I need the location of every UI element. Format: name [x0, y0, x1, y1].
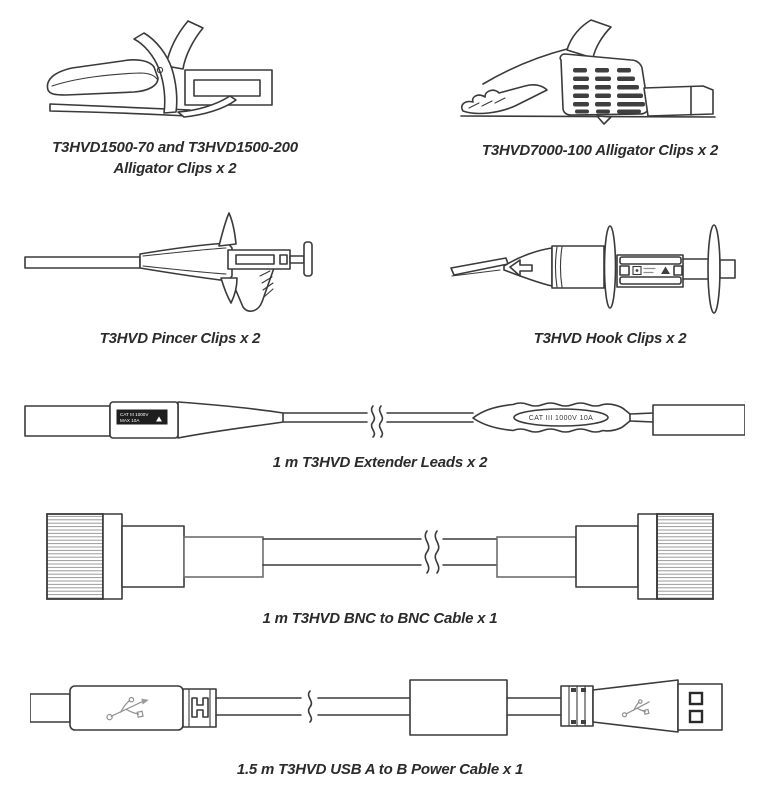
lead-left-plug: [25, 406, 110, 436]
cable-break-icon: [425, 531, 438, 573]
figure-hook-clip: [448, 224, 738, 320]
cable-break-icon: [372, 406, 383, 437]
bnc-left-knurled-nut: [47, 514, 103, 599]
figure-alligator-7000: [455, 18, 740, 126]
pincer-plunger-cap: [304, 242, 312, 276]
alligator-clip-1500-drawing: [40, 12, 280, 130]
lead-cable-left: [283, 413, 367, 422]
bnc-cable-right: [443, 539, 497, 565]
figure-bnc-cable: [45, 512, 715, 602]
hook-mid-left-cell: [620, 266, 629, 275]
bnc-left-collar: [103, 514, 122, 599]
caption-line: T3HVD1500-70 and T3HVD1500-200: [52, 139, 298, 156]
caption-line: Alligator Clips x 2: [113, 160, 237, 177]
clip-flat-tab-slot: [194, 80, 260, 96]
usb-a-pin-top: [690, 693, 702, 704]
caption-hook-clips: [455, 328, 760, 349]
hook-flange-rear: [708, 225, 720, 313]
hook-mid-top-bar: [620, 257, 681, 264]
pincer-top-fin: [219, 213, 236, 246]
bnc-cable-left: [263, 539, 421, 565]
lead-right-plug: [653, 405, 745, 435]
bnc-left-strain-relief: [184, 537, 263, 577]
usb-cable-right: [507, 698, 561, 715]
caption-alligator-7000: [445, 140, 755, 161]
hook-flange-front: [605, 226, 616, 308]
clip-boot: [644, 86, 713, 116]
pincer-clip-drawing: [22, 210, 322, 322]
figure-extender-lead: [15, 394, 745, 440]
caption-alligator-1500: [20, 137, 330, 179]
caption-line: 1 m T3HVD BNC to BNC Cable x 1: [262, 610, 498, 627]
lead-taper: [178, 402, 283, 438]
usb-cable-left: [216, 698, 301, 715]
usb-a-pin-bottom: [690, 711, 702, 722]
caption-bnc-cable: [80, 608, 680, 629]
caption-usb-cable: [80, 759, 680, 780]
hook-end-rod: [720, 260, 735, 278]
hook-mid-bottom-bar: [620, 277, 681, 284]
sleeve-rating-text: CAT III 1000V 10A: [528, 415, 594, 422]
alligator-clip-7000-drawing: [455, 18, 740, 126]
hook-barrel: [552, 246, 604, 288]
clip-jaw-teeth: [462, 85, 547, 114]
bnc-left-body: [122, 526, 184, 587]
lead-cable-right: [387, 413, 473, 422]
plug-rating-line2: MAX 10A: [120, 418, 140, 423]
usb-cable-drawing: [30, 658, 730, 743]
usb-b-body: [70, 686, 183, 730]
bnc-right-collar: [638, 514, 657, 599]
pincer-bottom-fin: [221, 278, 237, 303]
ferrite-bead: [410, 680, 507, 735]
caption-line: T3HVD Pincer Clips x 2: [99, 330, 261, 347]
bnc-right-body: [576, 526, 638, 587]
rating-label: [117, 410, 167, 424]
figure-usb-cable: [30, 658, 730, 743]
caption-pincer-clips: [25, 328, 335, 349]
pincer-plunger-rod: [290, 256, 304, 263]
pincer-rod: [25, 257, 140, 268]
hook-mid-right-cell: [674, 266, 682, 275]
pincer-rear-slot: [236, 255, 274, 264]
lead-right-shaft: [630, 413, 653, 422]
figure-pincer-clip: [22, 210, 322, 322]
usb-cable-mid: [318, 698, 410, 715]
clip-lever: [567, 20, 611, 58]
caption-line: 1.5 m T3HVD USB A to B Power Cable x 1: [236, 761, 524, 778]
bnc-right-knurled-nut: [657, 514, 713, 599]
clip-bottom-tooth: [597, 116, 611, 124]
figure-alligator-1500: [40, 12, 280, 130]
caption-line: T3HVD Hook Clips x 2: [533, 330, 687, 347]
caption-line: 1 m T3HVD Extender Leads x 2: [272, 454, 488, 471]
clip-back-curve: [483, 49, 567, 84]
hook-shaft: [683, 259, 710, 279]
clip-baseline: [461, 116, 715, 117]
hook-clip-drawing: [448, 224, 738, 320]
pincer-rear-button: [280, 255, 287, 264]
clip-jaw: [47, 60, 158, 95]
usb-b-shell: [30, 694, 70, 722]
caption-extender-leads: [80, 452, 680, 473]
bnc-cable-drawing: [45, 512, 715, 602]
extender-lead-drawing: [15, 394, 745, 440]
plug-rating-line1: CAT III 1000V: [120, 412, 149, 417]
caption-line: T3HVD7000-100 Alligator Clips x 2: [481, 142, 719, 159]
bnc-right-strain-relief: [497, 537, 576, 577]
cable-break-icon: [309, 691, 312, 722]
clip-lever: [166, 21, 203, 69]
